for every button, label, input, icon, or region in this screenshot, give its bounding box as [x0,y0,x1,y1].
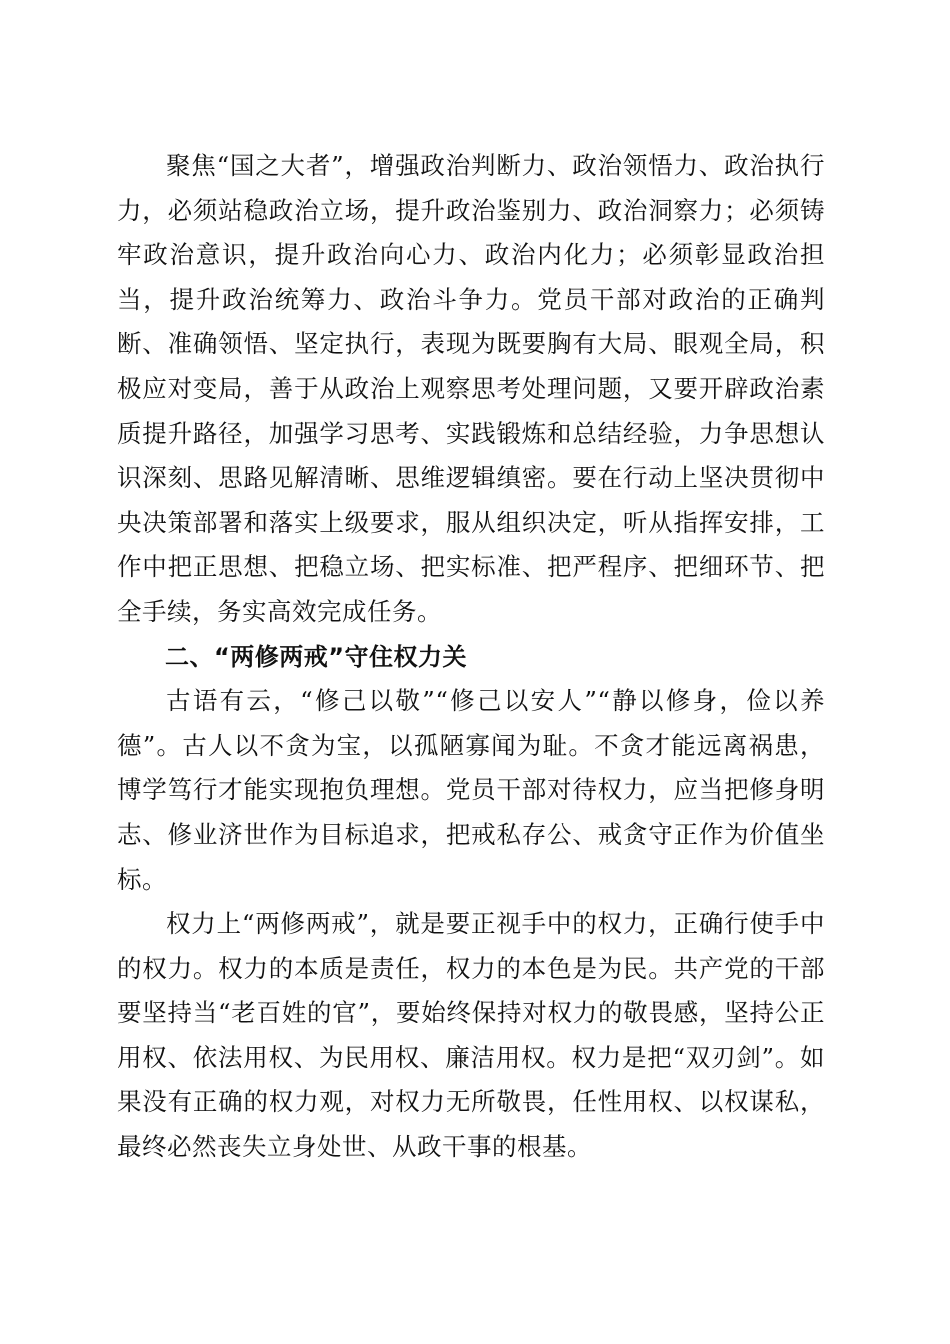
paragraph-political-judgment: 聚焦“国之大者”，增强政治判断力、政治领悟力、政治执行力，必须站稳政治立场，提升政治鉴别力、政治洞察力；必须铸牢政治意识，提升政治向心力、政治内化力；必须彰显政治担当，提升政治统筹力、政治斗争力。党员干部对政治的正确判断、准确领悟、坚定执行，表现为既要胸有大局、眼观全局，积极应对变局，善于从政治上观察思考处理问题，又要开辟政治素质提升路径，加强学习思考、实践锻炼和总结经验，力争思想认识深刻、思路见解清晰、思维逻辑缜密。要在行动上坚决贯彻中央决策部署和落实上级要求，服从组织决定，听从指挥安排，工作中把正思想、把稳立场、把实标准、把严程序、把细环节、把全手续，务实高效完成任务。 [117,151,825,626]
document-body [117,144,825,1170]
paragraph-ancient-saying: 古语有云，“修己以敬”“修己以安人”“静以修身，俭以养德”。古人以不贪为宝，以孤陋寡闻为耻。不贪才能远离祸患，博学笃行才能实现抱负理想。党员干部对待权力，应当把修身明志、修业济世作为目标追求，把戒私存公、戒贪守正作为价值坐标。 [117,686,825,894]
section-heading: 二、“两修两戒”守住权力关 [165,642,468,671]
paragraph-power-view: 权力上“两修两戒”，就是要正视手中的权力，正确行使手中的权力。权力的本质是责任，权力的本色是为民。共产党的干部要坚持当“老百姓的官”，要始终保持对权力的敬畏感，坚持公正用权、依法用权、为民用权、廉洁用权。权力是把“双刃剑”。如果没有正确的权力观，对权力无所敬畏，任性用权、以权谋私，最终必然丧失立身处世、从政干事的根基。 [117,909,825,1162]
